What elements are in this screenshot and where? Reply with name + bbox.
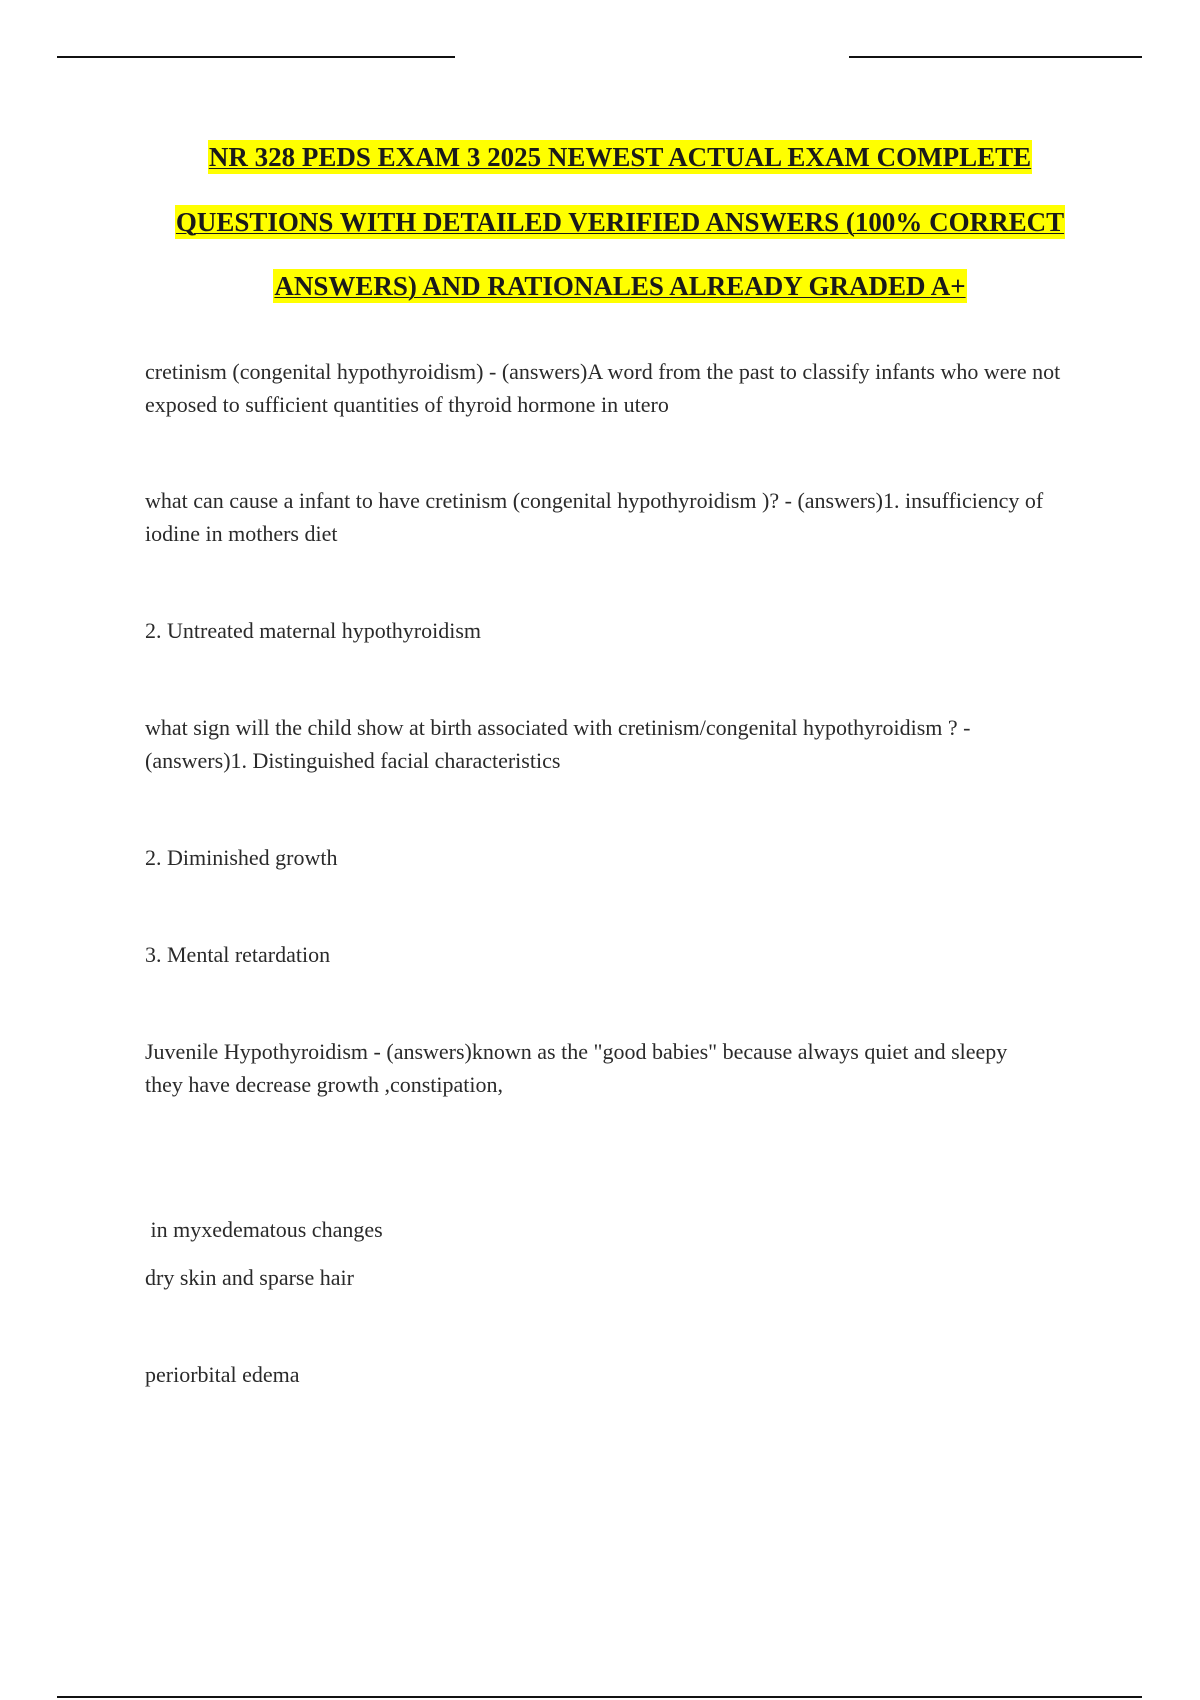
header-rule-right xyxy=(849,56,1142,58)
paragraph-cretinism-definition: cretinism (congenital hypothyroidism) - (answers)A word from the past to classify infants who were not exposed to sufficient quantities of thyroid hormone in utero xyxy=(145,359,1061,417)
paragraph-periorbital-edema: periorbital edema xyxy=(145,1362,300,1387)
juvenile-text: Juvenile Hypothyroidism - (answers)known as the "good babies" because always quiet and sleepy they have decrease growth ,constipation, xyxy=(145,1039,1008,1097)
paragraph-sign-2: 2. Diminished growth xyxy=(145,845,338,870)
paragraph-dry-skin: dry skin and sparse hair xyxy=(145,1265,354,1290)
paragraph-cretinism-causes: what can cause a infant to have cretinism (congenital hypothyroidism )? - (answers)1. insufficiency of iodine in mothers diet xyxy=(145,488,1044,546)
title-line-3: ANSWERS) AND RATIONALES ALREADY GRADED A+ xyxy=(274,271,966,301)
paragraph-sign-3: 3. Mental retardation xyxy=(145,942,331,967)
document-title xyxy=(0,140,1200,334)
footer-rule xyxy=(57,1696,1142,1698)
paragraph-myxedematous: in myxedematous changes xyxy=(145,1217,383,1242)
paragraph-cause-2: 2. Untreated maternal hypothyroidism xyxy=(145,618,482,643)
paragraph-signs-at-birth: what sign will the child show at birth associated with cretinism/congenital hypothyroidism ? - (answers)1. Distinguished facial characteristics xyxy=(145,715,971,773)
header-rule-left xyxy=(57,56,455,58)
title-line-1: NR 328 PEDS EXAM 3 2025 NEWEST ACTUAL EXAM COMPLETE xyxy=(208,142,1032,172)
title-line-2: QUESTIONS WITH DETAILED VERIFIED ANSWERS (100% CORRECT xyxy=(175,206,1065,237)
paragraph-juvenile-hypothyroidism xyxy=(145,1035,1075,1101)
